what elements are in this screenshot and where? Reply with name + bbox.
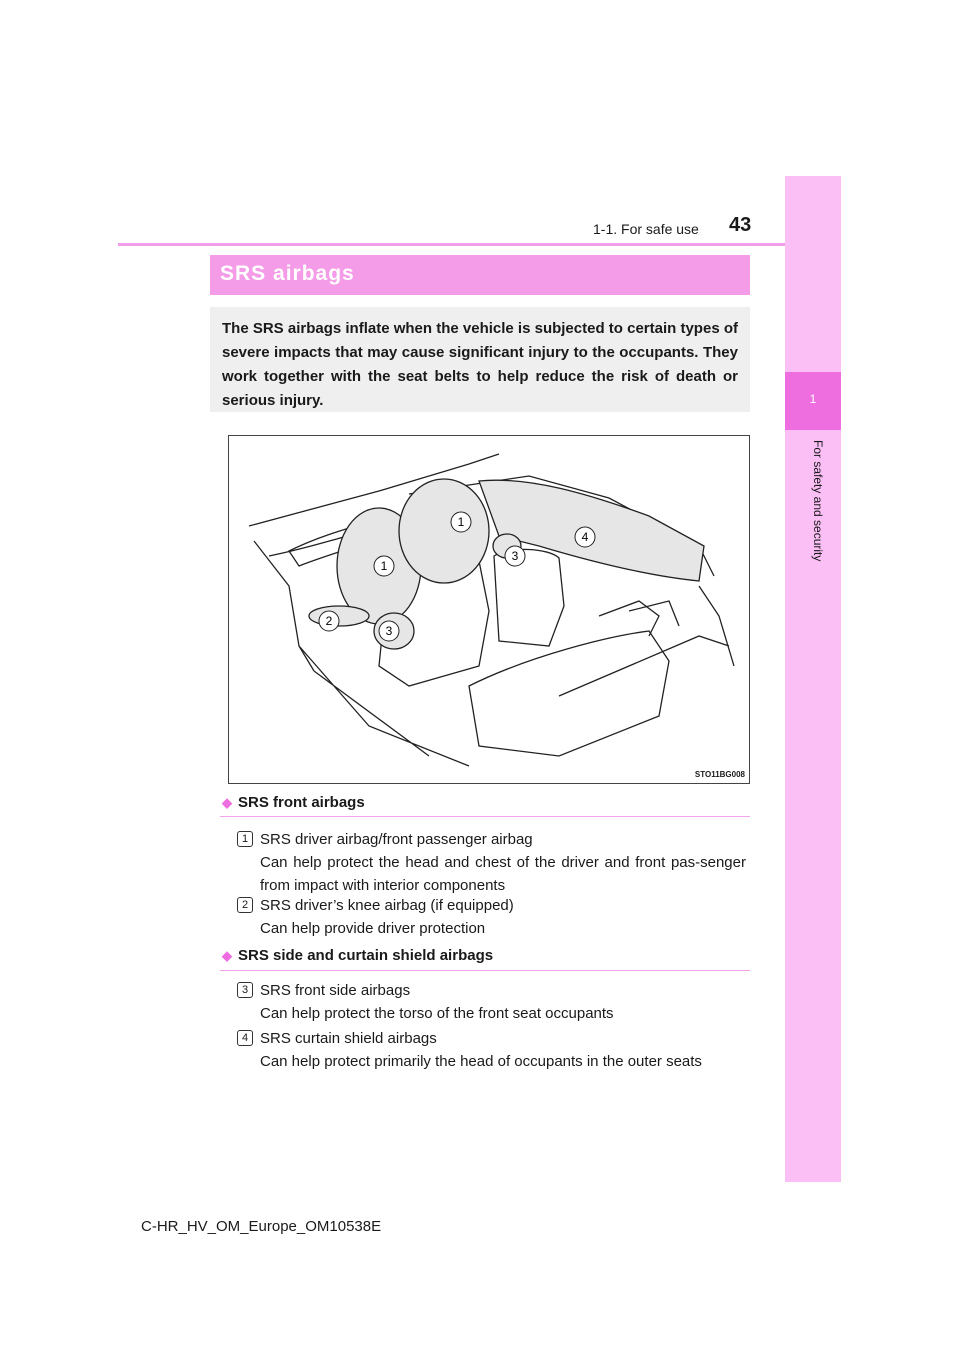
item-description: Can help protect the head and chest of the driver and front pas-senger from impact with interior components	[260, 854, 746, 894]
side-tab-number-text: 1	[809, 392, 817, 406]
svg-text:3: 3	[511, 549, 519, 563]
callout-2	[319, 611, 339, 631]
subheading-side-curtain-airbags	[222, 947, 493, 964]
rear-seat	[469, 631, 669, 756]
item-description: Can help provide driver protection	[260, 920, 486, 937]
body-right-outline	[559, 586, 734, 696]
item-number-badge: 1	[237, 831, 253, 847]
item-title: SRS driver’s knee airbag (if equipped)	[260, 897, 514, 914]
item-title: SRS curtain shield airbags	[260, 1030, 437, 1047]
subheading-rule	[220, 970, 750, 971]
callout-3a	[379, 621, 399, 641]
figure-code: STO11BG008	[694, 770, 745, 779]
list-item	[260, 979, 746, 1025]
passenger-airbag	[399, 479, 489, 583]
list-item	[260, 828, 746, 897]
intro-text: The SRS airbags inflate when the vehicle is subjected to certain types of severe impacts that may cause significant injury to the occupants. They work together with the seat belts to help reduce the risk of death or serious injury.	[222, 320, 738, 409]
airbag-illustration-svg	[229, 436, 749, 783]
passenger-seat	[494, 549, 564, 646]
list-item	[260, 894, 746, 940]
list-item	[260, 1027, 746, 1073]
item-title: SRS driver airbag/front passenger airbag	[260, 831, 533, 848]
diamond-icon: ◆	[222, 948, 232, 963]
footer-doc-id: C-HR_HV_OM_Europe_OM10538E	[141, 1218, 382, 1235]
floor-outline	[299, 646, 469, 766]
callout-1a	[451, 512, 471, 532]
side-tab-label: For safety and security	[811, 440, 825, 562]
subheading-text: SRS side and curtain shield airbags	[238, 947, 494, 964]
airbag-illustration	[228, 435, 750, 784]
svg-text:1: 1	[457, 515, 465, 529]
rear-seat-back	[599, 601, 679, 636]
header-rule	[118, 243, 841, 246]
subheading-front-airbags	[222, 794, 365, 811]
item-title: SRS front side airbags	[260, 982, 411, 999]
svg-text:3: 3	[385, 624, 393, 638]
diamond-icon: ◆	[222, 795, 232, 810]
item-number-badge: 4	[237, 1030, 253, 1046]
callout-4	[575, 527, 595, 547]
item-number-badge: 2	[237, 897, 253, 913]
intro-box	[210, 307, 750, 412]
page-number: 43	[729, 214, 752, 236]
item-description: Can help protect the torso of the front seat occupants	[260, 1005, 614, 1022]
page-title: SRS airbags	[220, 262, 355, 285]
callout-3b	[505, 546, 525, 566]
item-description: Can help protect primarily the head of occupants in the outer seats	[260, 1053, 702, 1070]
side-tab	[785, 176, 841, 1182]
callout-1b	[374, 556, 394, 576]
side-tab-number	[785, 372, 841, 430]
section-label: 1-1. For safe use	[593, 221, 699, 237]
svg-text:4: 4	[581, 530, 589, 544]
item-number-badge: 3	[237, 982, 253, 998]
title-bar	[210, 255, 750, 295]
subheading-rule	[220, 816, 750, 817]
svg-text:2: 2	[325, 614, 333, 628]
svg-text:1: 1	[380, 559, 388, 573]
subheading-text: SRS front airbags	[238, 794, 365, 811]
